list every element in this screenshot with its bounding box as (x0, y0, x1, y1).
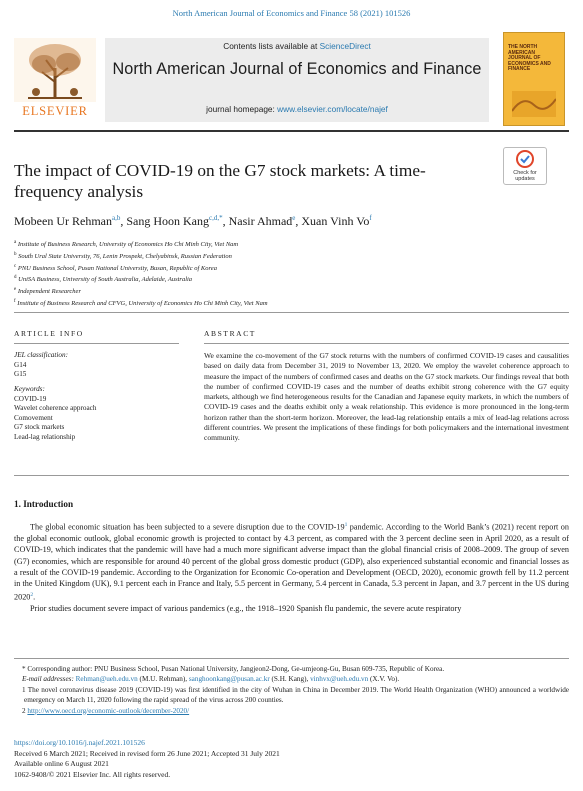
header-rule (14, 130, 569, 132)
affiliation-item: $^d$ UniSA Business, University of South Australia, Adelaide, Australia (14, 275, 193, 284)
footnote-rule (14, 658, 569, 659)
author-name[interactable]: Mobeen Ur Rehman (14, 214, 112, 228)
cover-title: THE NORTH AMERICAN JOURNAL OF ECONOMICS AND FINANCE (508, 44, 551, 72)
publisher-name: ELSEVIER (22, 104, 88, 118)
oecd-link[interactable]: http://www.oecd.org/economic-outlook/december-2020/ (27, 706, 190, 715)
doi-link[interactable]: https://doi.org/10.1016/j.najef.2021.101526 (14, 738, 145, 747)
keyword: Lead-lag relationship (14, 432, 76, 441)
paragraph: The global economic situation has been subjected to a severe disruption due to the COVID-$19^1$ pandemic. According to the World Bank’s (2021) recent report on the global economic outlook, global economic growth is projected to contact by 4.3 percent, as compared with the 3 percent decline seen in April 2020, as a result of COVID-19, which indicates that the pandemic will have had a much more significant adverse impact than the global financial crisis of 2008–2009. The group of seven (G7) economies, which are responsible for around 40 percent of the global gross domestic product (GDP), also experienced substantial economic and financial losses as a result of the COVID-19 pandemic. According to the Organization for Economic Co-operation and Development (OECD, 2020), economic growth fell by 11.2 percent in the United Kingdom (UK), 9.1 percent each in France and Italy, 5.5 percent in Germany, 5.4 percent in Canada, 5.3 percent in Japan, and 3.7 percent in the US during 2020$^2$. (14, 522, 569, 602)
journal-title: North American Journal of Economics and Finance (112, 60, 482, 78)
tree-icon (14, 38, 96, 102)
abstract-rule (204, 343, 569, 344)
affiliation-item: $^f$ Institute of Business Research and CFVG, University of Economics Ho Chi Minh City, Viet Nam (14, 298, 268, 307)
affiliation-item: $^a$ Institute of Business Research, University of Economics Ho Chi Minh City, Viet Nam (14, 240, 239, 249)
received-dates: Received 6 March 2021; Received in revised form 26 June 2021; Accepted 31 July 2021 (14, 748, 280, 758)
contents-line (105, 41, 489, 51)
footnote-ref[interactable]: 1 (344, 522, 348, 528)
cover-pattern-icon (512, 91, 556, 117)
corresponding-author-note: * Corresponding author: PNU Business School, Pusan National University, Jangjeon2-Dong, Ge-umjeong-Gu, Busan 609-735, Republic of Korea. (22, 665, 445, 673)
section-divider (14, 312, 569, 313)
check-for-updates-button[interactable] (503, 147, 547, 185)
author-name[interactable]: Nasir Ahmad (228, 214, 293, 228)
author-sup[interactable]: a,b (111, 214, 121, 222)
affiliation-item: $^c$ PNU Business School, Pusan National University, Busan, Republic of Korea (14, 263, 217, 272)
journal-cover-image[interactable] (503, 32, 565, 126)
affiliations (14, 238, 268, 309)
paper-title: The impact of COVID-19 on the G7 stock markets: A time-frequency analysis (14, 161, 426, 201)
contents-prefix: Contents lists available at (223, 41, 320, 51)
keywords (14, 385, 96, 443)
footnote: 2 http://www.oecd.org/economic-outlook/december-2020/ (22, 706, 190, 715)
jel-code: G15 (14, 370, 27, 379)
article-info-rule (14, 343, 179, 344)
jel-code: G14 (14, 360, 27, 369)
keyword: Comovement (14, 413, 53, 422)
section-heading: 1. Introduction (14, 499, 74, 509)
sciencedirect-link[interactable]: ScienceDirect (319, 41, 371, 51)
keyword: G7 stock markets (14, 423, 65, 432)
author-list: Mobeen Ur Rehman$^{a,b}$, Sang Hoon Kang$^{c,d,*}$, Nasir Ahmad$^e$, Xuan Vinh Vo$^f$ (14, 214, 372, 228)
affiliation-item: $^e$ Independent Researcher (14, 287, 81, 296)
author-sup[interactable]: f (369, 214, 372, 222)
check-updates-label: Check for updates (513, 170, 537, 182)
publication-info (14, 738, 280, 780)
article-info-heading: ARTICLE INFO (14, 329, 84, 338)
author-name[interactable]: Xuan Vinh Vo (301, 214, 370, 228)
footnote: 1 The novel coronavirus disease 2019 (COVID-19) was first identified in the city of Wuhan in China in December 2019. The World Health Organization (WHO) announced a worldwide emergency on March 11, 2020 following the rapid spread of the virus across 200 counties. (22, 685, 569, 705)
keywords-label: Keywords: (14, 385, 45, 393)
jel-label: JEL classification: (14, 351, 68, 359)
body-text (14, 520, 569, 614)
email-link[interactable]: sanghoonkang@pusan.ac.kr (188, 675, 270, 684)
affiliation-item: $^b$ South Ural State University, 76, Lenin Prospekt, Chelyabinsk, Russian Federation (14, 251, 232, 260)
author-sup[interactable]: e (292, 214, 296, 222)
journal-reference[interactable]: North American Journal of Economics and Finance 58 (2021) 101526 (172, 8, 411, 18)
email-link[interactable]: vinhvx@ueh.edu.vn (310, 675, 369, 684)
abstract-heading: ABSTRACT (204, 329, 256, 338)
journal-homepage (105, 104, 489, 114)
footnotes (14, 664, 569, 716)
keyword: Wavelet coherence approach (14, 404, 97, 413)
available-date: Available online 6 August 2021 (14, 759, 109, 768)
abstract-end-rule (14, 475, 569, 476)
check-updates-icon (516, 150, 534, 168)
copyright: 1062-9408/© 2021 Elsevier Inc. All rights reserved. (14, 769, 171, 779)
homepage-prefix: journal homepage: (206, 104, 278, 114)
homepage-link[interactable]: www.elsevier.com/locate/najef (277, 104, 388, 114)
author-name[interactable]: Sang Hoon Kang (126, 214, 210, 228)
keyword: COVID-19 (14, 394, 47, 403)
abstract-text: We examine the co-movement of the G7 stock returns with the numbers of confirmed COVID-19 cases and causalities based on daily data from December 31, 2019 to November 13, 2020. We employ the wavelet coherence approach to measure the impact of the numbers of confirmed cases and deaths on the G7 stock markets. Our findings reveal that both the number of confirmed COVID-19 cases and the number of deaths exhibit strong coherence with the G7 equity markets, although we find heterogeneous results for the Canadian and Japanese equity markets, in which the numbers of COVID-19 cases and the deaths exhibit only a weak relationship. This evidence is more pronounced in the long-term horizon rather than the short-term horizon. Moreover, the lead-lag relationship entails a mix of lead-lag relations across different countries. We present the implications of these findings for both policymakers and the international investment community. (204, 351, 569, 443)
paragraph: Prior studies document severe impact of various pandemics (e.g., the 1918–1920 Spanish flu pandemic, the severe acute respiratory (30, 603, 462, 613)
jel-classification (14, 351, 68, 380)
footnote-ref[interactable]: 2 (30, 591, 34, 598)
author-sup[interactable]: c,d,* (209, 214, 223, 222)
email-addresses: E-mail addresses: Rehman@ueh.edu.vn (M.U. Rehman), sanghoonkang@pusan.ac.kr (S.H. Kang), vinhvx@ueh.edu.vn (X.V. Vo). (22, 675, 400, 684)
email-link[interactable]: Rehman@ueh.edu.vn (75, 675, 138, 684)
